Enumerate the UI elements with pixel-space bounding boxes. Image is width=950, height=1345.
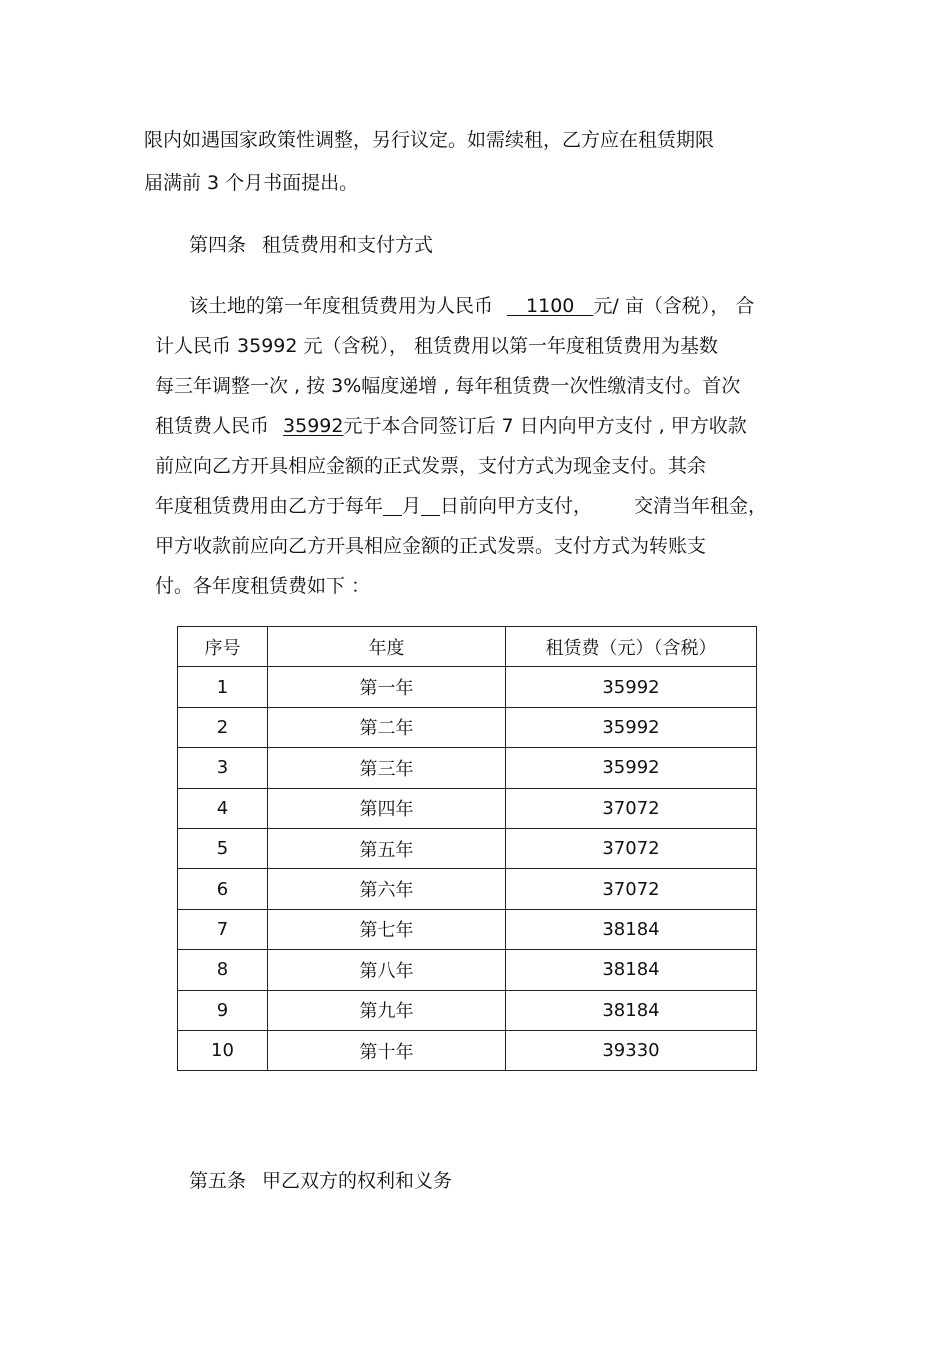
table-cell: 1	[178, 667, 268, 707]
paragraph-line: 届满前 3 个月书面提出。	[144, 172, 359, 194]
table-cell: 35992	[506, 748, 757, 788]
first-rent-amount: 35992	[283, 415, 344, 437]
body-line-5: 前应向乙方开具相应金额的正式发票，支付方式为现金支付。其余	[155, 455, 707, 477]
table-cell: 2	[178, 707, 268, 747]
table-cell: 6	[178, 869, 268, 909]
paragraph-line: 限内如遇国家政策性调整，另行议定。如需续租，乙方应在租赁期限	[144, 129, 715, 151]
table-cell: 第六年	[268, 869, 506, 909]
table-cell: 38184	[506, 950, 757, 990]
table-row	[178, 828, 757, 868]
table-row	[178, 707, 757, 747]
article-title: 租赁费用和支付方式	[262, 234, 434, 256]
table-cell: 37072	[506, 788, 757, 828]
table-cell: 第二年	[268, 707, 506, 747]
table-cell: 37072	[506, 869, 757, 909]
table-cell: 35992	[506, 667, 757, 707]
table-row	[178, 1030, 757, 1070]
table-cell: 7	[178, 909, 268, 949]
body-line-6: 年度租赁费用由乙方于每年 月 日前向甲方支付， 交清当年租金，	[155, 495, 768, 517]
table-row	[178, 909, 757, 949]
table-row	[178, 667, 757, 707]
body-line-4: 租赁费人民币 35992元于本合同签订后 7 日内向甲方支付 , 甲方收款	[155, 415, 747, 437]
price-per-mu: 1100	[526, 295, 575, 317]
table-cell: 3	[178, 748, 268, 788]
month-blank	[383, 495, 402, 517]
table-row	[178, 950, 757, 990]
body-line-2: 计人民币 35992 元（含税）， 租赁费用以第一年度租赁费用为基数	[155, 335, 719, 357]
table-cell: 5	[178, 828, 268, 868]
table-row	[178, 869, 757, 909]
table-cell: 38184	[506, 909, 757, 949]
table-row	[178, 788, 757, 828]
table-cell: 第九年	[268, 990, 506, 1030]
article-title: 甲乙双方的权利和义务	[262, 1170, 453, 1192]
article-number: 第五条	[189, 1170, 247, 1192]
body-line-1: 该土地的第一年度租赁费用为人民币 1100 元/ 亩（含税）， 合	[189, 295, 755, 317]
table-row	[178, 748, 757, 788]
table-cell: 10	[178, 1030, 268, 1070]
table-cell: 第十年	[268, 1030, 506, 1070]
table-cell: 4	[178, 788, 268, 828]
table-cell: 8	[178, 950, 268, 990]
table-cell: 第五年	[268, 828, 506, 868]
table-header-row	[178, 627, 757, 667]
table-cell: 35992	[506, 707, 757, 747]
article-5-heading	[189, 1168, 452, 1194]
table-cell: 第三年	[268, 748, 506, 788]
table-cell: 38184	[506, 990, 757, 1030]
table-cell: 9	[178, 990, 268, 1030]
table-cell: 第一年	[268, 667, 506, 707]
day-blank	[421, 495, 440, 517]
header-cell: 年度	[268, 627, 506, 667]
table-cell: 第八年	[268, 950, 506, 990]
article-number: 第四条	[189, 234, 247, 256]
rent-schedule-table	[177, 626, 757, 1071]
body-line-8: 付。各年度租赁费如下 ：	[155, 575, 371, 597]
article-4-heading	[189, 232, 433, 258]
table-row	[178, 990, 757, 1030]
table-cell: 39330	[506, 1030, 757, 1070]
body-line-7: 甲方收款前应向乙方开具相应金额的正式发票。支付方式为转账支	[155, 535, 707, 557]
body-line-3: 每三年调整一次 , 按 3%幅度递增 , 每年租赁费一次性缴清支付。首次	[155, 375, 741, 397]
header-cell: 租赁费（元）（含税）	[506, 627, 757, 667]
table-cell: 37072	[506, 828, 757, 868]
header-cell: 序号	[178, 627, 268, 667]
table-cell: 第七年	[268, 909, 506, 949]
table-cell: 第四年	[268, 788, 506, 828]
